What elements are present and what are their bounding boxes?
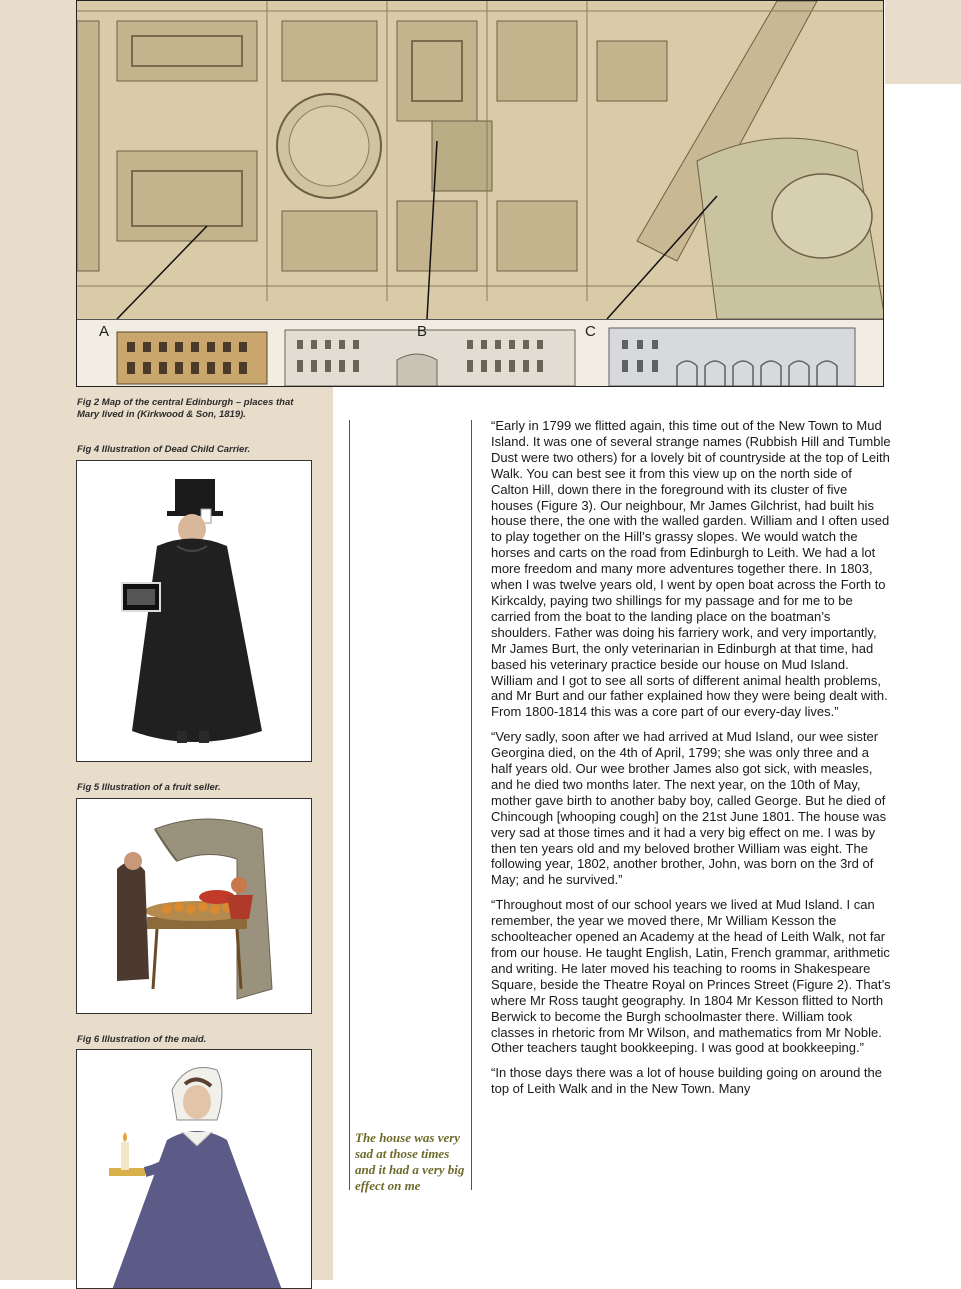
article-body <box>491 418 891 1106</box>
paragraph-3: “Throughout most of our school years we lived at Mud Island. I can remember, the year we moved there, Mr William Kesson the schoolteacher opened an Academy at the head of Leith Walk, not far from our house. He taught English, Latin, French grammar, arithmetic and writing. He later moved his teaching to rooms in Shakespeare Square, beside the Theatre Royal on Princes Street (Figure 2). That’s where Mr Ross taught geography. In 1804 Mr Kesson flitted to North Berwick to become the Burgh schoolmaster there. William took classes in rhetoric from Mr Wilson, and mathematics from Mr Noble. Other teachers taught bookkeeping. I was good at bookkeeping.” <box>491 897 891 1056</box>
column-rule-left <box>349 420 350 1190</box>
map-marker-a: A <box>99 323 110 340</box>
map-marker-c: C <box>585 323 596 340</box>
fruit-seller-illustration <box>76 798 312 1014</box>
fig6-caption: Fig 6 Illustration of the maid. <box>77 1034 207 1045</box>
edinburgh-map-image <box>77 1 884 319</box>
maid-illustration <box>76 1049 312 1289</box>
map-marker-b: B <box>417 323 428 340</box>
paragraph-4: “In those days there was a lot of house building going on around the top of Leith Walk and in the New Town. Many <box>491 1065 882 1097</box>
fig4-caption: Fig 4 Illustration of Dead Child Carrier. <box>77 444 251 455</box>
paragraph-2: “Very sadly, soon after we had arrived at Mud Island, our wee sister Georgina died, on the 4th of April, 1799; she was only three and a half years old. Our wee brother James also got sick, with measles, and he died two months later. The next year, on the 10th of May, mother gave birth to another baby boy, called George. But he died of Chincough [whooping cough] on the 21st June 1801. The house was very sad at those times and it had a very big effect on me. I was by then ten years old and my beloved brother William was eight. The following year, 1802, another brother, John, was born on the 3rd of May; and he survived.” <box>491 729 887 888</box>
paragraph-1: “Early in 1799 we flitted again, this time out of the New Town to Mud Island. It was one of several strange names (Rubbish Hill and Tumble Dust were two others) for a lovely bit of countryside at the top of Leith Walk. You can best see it from this view up on the north side of Calton Hill, down there in the foreground with its cluster of five houses (Figure 3). Our neighbour, Mr James Gilchrist, had built his house there, the one with the walled garden. William and I often used to play together on the Hill’s grassy slopes. We would watch the horses and carts on the road from Edinburgh to Leith. We had a lot more freedom and many more adventures together there. In 1803, when I was twelve years old, I went by open boat across the Forth to Kirkcaldy, paying two shillings for my passage and for me to be carried from the boat to the landing place on the boatman’s shoulders. Father was doing his farriery work, and very importantly, Mr James Burt, the only veterinarian in Edinburgh at that time, had based his veterinary practice beside our house on Mud Island. William and I got to see all sorts of different animal health problems, and Mr Burt and our father explained how they were being dealt with. From 1800-1814 this was a core part of our every-day lives.” <box>491 418 891 720</box>
building-elevations-image <box>77 320 884 387</box>
map-figure <box>76 0 884 387</box>
fig2-caption: Fig 2 Map of the central Edinburgh – places that Mary lived in (Kirkwood & Son, 1819). <box>77 397 294 420</box>
corner-tab <box>885 0 961 84</box>
pull-quote: The house was very sad at those times and it had a very big effect on me <box>355 1130 465 1193</box>
column-rule-right <box>471 420 472 1190</box>
dead-child-carrier-illustration <box>76 460 312 762</box>
building-elevations-strip <box>77 319 884 387</box>
fig5-caption: Fig 5 Illustration of a fruit seller. <box>77 782 221 793</box>
